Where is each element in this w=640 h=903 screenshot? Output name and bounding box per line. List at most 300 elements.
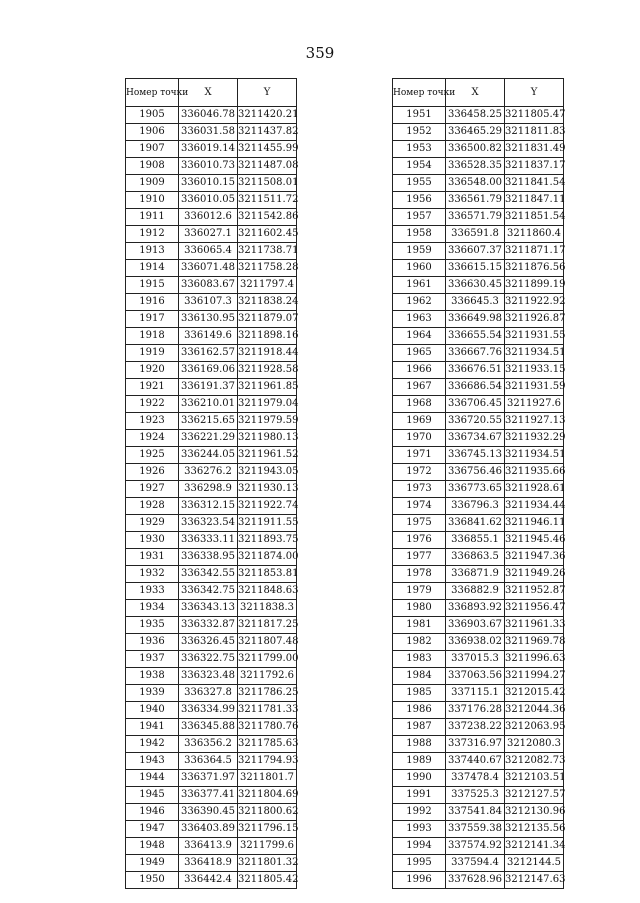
point-number-cell: 1974 (393, 498, 446, 515)
table-row (393, 396, 564, 413)
point-number-cell: 1973 (393, 481, 446, 498)
x-coordinate-cell: 337478.4 (446, 770, 505, 787)
y-coordinate-cell: 3211994.27 (505, 668, 564, 685)
table-row (126, 447, 297, 464)
x-coordinate-cell: 337316.97 (446, 736, 505, 753)
x-coordinate-cell: 336734.67 (446, 430, 505, 447)
x-coordinate-cell: 336655.54 (446, 328, 505, 345)
table-row (126, 804, 297, 821)
point-number-cell: 1924 (126, 430, 179, 447)
point-number-cell: 1983 (393, 651, 446, 668)
y-coordinate-cell: 3211508.01 (238, 175, 297, 192)
y-coordinate-cell: 3211602.45 (238, 226, 297, 243)
point-number-cell: 1941 (126, 719, 179, 736)
point-number-cell: 1956 (393, 192, 446, 209)
y-coordinate-cell: 3211838.3 (238, 600, 297, 617)
table-row (393, 226, 564, 243)
x-coordinate-cell: 336215.65 (179, 413, 238, 430)
table-row (393, 107, 564, 124)
table-row (393, 379, 564, 396)
table-row (393, 872, 564, 889)
y-coordinate-cell: 3211961.33 (505, 617, 564, 634)
x-coordinate-cell: 336345.88 (179, 719, 238, 736)
table-row (126, 515, 297, 532)
x-coordinate-cell: 336244.05 (179, 447, 238, 464)
y-coordinate-cell: 3211785.63 (238, 736, 297, 753)
y-coordinate-cell: 3211918.44 (238, 345, 297, 362)
table-row (126, 311, 297, 328)
x-coordinate-cell: 336356.2 (179, 736, 238, 753)
point-number-cell: 1927 (126, 481, 179, 498)
x-coordinate-cell: 336863.5 (446, 549, 505, 566)
table-row (393, 566, 564, 583)
point-number-cell: 1920 (126, 362, 179, 379)
point-number-cell: 1984 (393, 668, 446, 685)
x-coordinate-cell: 336276.2 (179, 464, 238, 481)
point-number-cell: 1939 (126, 685, 179, 702)
y-coordinate-cell: 3211930.13 (238, 481, 297, 498)
table-row (393, 685, 564, 702)
y-coordinate-cell: 3211898.16 (238, 328, 297, 345)
x-coordinate-cell: 336010.05 (179, 192, 238, 209)
table-row (126, 481, 297, 498)
table-row (393, 855, 564, 872)
point-number-cell: 1972 (393, 464, 446, 481)
table-row (393, 634, 564, 651)
x-coordinate-cell: 336390.45 (179, 804, 238, 821)
x-coordinate-cell: 336010.15 (179, 175, 238, 192)
header-y: Y (505, 79, 564, 107)
point-number-cell: 1970 (393, 430, 446, 447)
x-coordinate-cell: 336745.13 (446, 447, 505, 464)
x-coordinate-cell: 336667.76 (446, 345, 505, 362)
point-number-cell: 1953 (393, 141, 446, 158)
x-coordinate-cell: 336571.79 (446, 209, 505, 226)
point-number-cell: 1969 (393, 413, 446, 430)
y-coordinate-cell: 3211853.81 (238, 566, 297, 583)
x-coordinate-cell: 336334.99 (179, 702, 238, 719)
table-row (393, 787, 564, 804)
table-row (393, 294, 564, 311)
y-coordinate-cell: 3211838.24 (238, 294, 297, 311)
y-coordinate-cell: 3211947.36 (505, 549, 564, 566)
y-coordinate-cell: 3211799.00 (238, 651, 297, 668)
x-coordinate-cell: 336323.48 (179, 668, 238, 685)
y-coordinate-cell: 3212082.73 (505, 753, 564, 770)
y-coordinate-cell: 3211805.42 (238, 872, 297, 889)
y-coordinate-cell: 3212147.63 (505, 872, 564, 889)
y-coordinate-cell: 3212127.57 (505, 787, 564, 804)
point-number-cell: 1959 (393, 243, 446, 260)
point-number-cell: 1922 (126, 396, 179, 413)
table-row (393, 124, 564, 141)
table-row (393, 804, 564, 821)
table-row (393, 175, 564, 192)
x-coordinate-cell: 336221.29 (179, 430, 238, 447)
point-number-cell: 1980 (393, 600, 446, 617)
table-row (126, 872, 297, 889)
x-coordinate-cell: 336130.95 (179, 311, 238, 328)
point-number-cell: 1932 (126, 566, 179, 583)
table-row (393, 600, 564, 617)
y-coordinate-cell: 3212103.51 (505, 770, 564, 787)
x-coordinate-cell: 336706.45 (446, 396, 505, 413)
point-number-cell: 1919 (126, 345, 179, 362)
x-coordinate-cell: 337238.22 (446, 719, 505, 736)
point-number-cell: 1938 (126, 668, 179, 685)
x-coordinate-cell: 336342.75 (179, 583, 238, 600)
y-coordinate-cell: 3212015.42 (505, 685, 564, 702)
table-row (126, 821, 297, 838)
table-row (126, 294, 297, 311)
table-row (393, 770, 564, 787)
y-coordinate-cell: 3211893.75 (238, 532, 297, 549)
y-coordinate-cell: 3211801.32 (238, 855, 297, 872)
point-number-cell: 1964 (393, 328, 446, 345)
table-row (126, 685, 297, 702)
point-number-cell: 1967 (393, 379, 446, 396)
x-coordinate-cell: 336169.06 (179, 362, 238, 379)
x-coordinate-cell: 336893.92 (446, 600, 505, 617)
y-coordinate-cell: 3211969.78 (505, 634, 564, 651)
y-coordinate-cell: 3211437.82 (238, 124, 297, 141)
table-row (393, 532, 564, 549)
x-coordinate-cell: 336442.4 (179, 872, 238, 889)
coordinates-table-right (392, 78, 564, 889)
y-coordinate-cell: 3211511.72 (238, 192, 297, 209)
table-header-row (393, 79, 564, 107)
table-row (126, 362, 297, 379)
y-coordinate-cell: 3211931.55 (505, 328, 564, 345)
table-row (393, 702, 564, 719)
y-coordinate-cell: 3211797.4 (238, 277, 297, 294)
point-number-cell: 1918 (126, 328, 179, 345)
header-x: X (179, 79, 238, 107)
x-coordinate-cell: 336031.58 (179, 124, 238, 141)
point-number-cell: 1978 (393, 566, 446, 583)
y-coordinate-cell: 3211848.63 (238, 583, 297, 600)
table-header-row (126, 79, 297, 107)
y-coordinate-cell: 3211933.15 (505, 362, 564, 379)
y-coordinate-cell: 3212063.95 (505, 719, 564, 736)
x-coordinate-cell: 337015.3 (446, 651, 505, 668)
header-y: Y (238, 79, 297, 107)
point-number-cell: 1990 (393, 770, 446, 787)
table-row (126, 838, 297, 855)
table-row (126, 277, 297, 294)
table-row (126, 787, 297, 804)
y-coordinate-cell: 3211780.76 (238, 719, 297, 736)
point-number-cell: 1954 (393, 158, 446, 175)
y-coordinate-cell: 3211841.54 (505, 175, 564, 192)
y-coordinate-cell: 3211943.05 (238, 464, 297, 481)
table-row (126, 770, 297, 787)
x-coordinate-cell: 337176.28 (446, 702, 505, 719)
x-coordinate-cell: 336149.6 (179, 328, 238, 345)
y-coordinate-cell: 3211811.83 (505, 124, 564, 141)
table-row (393, 192, 564, 209)
table-row (126, 107, 297, 124)
y-coordinate-cell: 3212135.56 (505, 821, 564, 838)
point-number-cell: 1962 (393, 294, 446, 311)
y-coordinate-cell: 3211800.62 (238, 804, 297, 821)
point-number-cell: 1971 (393, 447, 446, 464)
point-number-cell: 1993 (393, 821, 446, 838)
y-coordinate-cell: 3211926.87 (505, 311, 564, 328)
x-coordinate-cell: 336364.5 (179, 753, 238, 770)
table-row (126, 498, 297, 515)
table-row (126, 175, 297, 192)
table-row (393, 719, 564, 736)
point-number-cell: 1947 (126, 821, 179, 838)
y-coordinate-cell: 3211927.13 (505, 413, 564, 430)
table-row (393, 141, 564, 158)
x-coordinate-cell: 336591.8 (446, 226, 505, 243)
table-row (126, 192, 297, 209)
point-number-cell: 1976 (393, 532, 446, 549)
x-coordinate-cell: 336083.67 (179, 277, 238, 294)
point-number-cell: 1940 (126, 702, 179, 719)
header-point-number: Номер точки (393, 79, 446, 107)
x-coordinate-cell: 336528.35 (446, 158, 505, 175)
x-coordinate-cell: 336841.62 (446, 515, 505, 532)
x-coordinate-cell: 336871.9 (446, 566, 505, 583)
x-coordinate-cell: 337525.3 (446, 787, 505, 804)
table-row (126, 566, 297, 583)
point-number-cell: 1908 (126, 158, 179, 175)
x-coordinate-cell: 336720.55 (446, 413, 505, 430)
x-coordinate-cell: 336338.95 (179, 549, 238, 566)
y-coordinate-cell: 3211487.08 (238, 158, 297, 175)
x-coordinate-cell: 336327.8 (179, 685, 238, 702)
y-coordinate-cell: 3211817.25 (238, 617, 297, 634)
y-coordinate-cell: 3211420.21 (238, 107, 297, 124)
x-coordinate-cell: 336332.87 (179, 617, 238, 634)
x-coordinate-cell: 336065.4 (179, 243, 238, 260)
point-number-cell: 1996 (393, 872, 446, 889)
table-row (126, 158, 297, 175)
table-row (126, 464, 297, 481)
point-number-cell: 1966 (393, 362, 446, 379)
y-coordinate-cell: 3211786.25 (238, 685, 297, 702)
x-coordinate-cell: 336855.1 (446, 532, 505, 549)
y-coordinate-cell: 3211799.6 (238, 838, 297, 855)
point-number-cell: 1911 (126, 209, 179, 226)
y-coordinate-cell: 3211961.85 (238, 379, 297, 396)
table-row (393, 311, 564, 328)
point-number-cell: 1909 (126, 175, 179, 192)
table-row (126, 583, 297, 600)
header-x: X (446, 79, 505, 107)
point-number-cell: 1957 (393, 209, 446, 226)
table-row (393, 736, 564, 753)
point-number-cell: 1952 (393, 124, 446, 141)
table-row (126, 209, 297, 226)
table-row (393, 515, 564, 532)
x-coordinate-cell: 336630.45 (446, 277, 505, 294)
point-number-cell: 1994 (393, 838, 446, 855)
point-number-cell: 1981 (393, 617, 446, 634)
point-number-cell: 1934 (126, 600, 179, 617)
point-number-cell: 1965 (393, 345, 446, 362)
x-coordinate-cell: 336046.78 (179, 107, 238, 124)
table-row (126, 328, 297, 345)
point-number-cell: 1907 (126, 141, 179, 158)
point-number-cell: 1925 (126, 447, 179, 464)
point-number-cell: 1991 (393, 787, 446, 804)
point-number-cell: 1931 (126, 549, 179, 566)
y-coordinate-cell: 3211876.56 (505, 260, 564, 277)
y-coordinate-cell: 3211738.71 (238, 243, 297, 260)
x-coordinate-cell: 337541.84 (446, 804, 505, 821)
table-row (393, 464, 564, 481)
table-row (126, 668, 297, 685)
point-number-cell: 1944 (126, 770, 179, 787)
point-number-cell: 1915 (126, 277, 179, 294)
y-coordinate-cell: 3211831.49 (505, 141, 564, 158)
table-row (126, 430, 297, 447)
x-coordinate-cell: 336403.89 (179, 821, 238, 838)
x-coordinate-cell: 336686.54 (446, 379, 505, 396)
table-row (393, 821, 564, 838)
y-coordinate-cell: 3211980.13 (238, 430, 297, 447)
table-row (126, 600, 297, 617)
x-coordinate-cell: 336107.3 (179, 294, 238, 311)
y-coordinate-cell: 3211837.17 (505, 158, 564, 175)
point-number-cell: 1951 (393, 107, 446, 124)
table-row (393, 362, 564, 379)
table-row (393, 260, 564, 277)
y-coordinate-cell: 3211542.86 (238, 209, 297, 226)
y-coordinate-cell: 3211934.51 (505, 447, 564, 464)
point-number-cell: 1979 (393, 583, 446, 600)
x-coordinate-cell: 336676.51 (446, 362, 505, 379)
point-number-cell: 1912 (126, 226, 179, 243)
table-row (393, 668, 564, 685)
y-coordinate-cell: 3211935.66 (505, 464, 564, 481)
x-coordinate-cell: 336027.1 (179, 226, 238, 243)
table-row (126, 651, 297, 668)
point-number-cell: 1948 (126, 838, 179, 855)
x-coordinate-cell: 336756.46 (446, 464, 505, 481)
y-coordinate-cell: 3211927.6 (505, 396, 564, 413)
point-number-cell: 1958 (393, 226, 446, 243)
table-row (126, 379, 297, 396)
x-coordinate-cell: 336312.15 (179, 498, 238, 515)
table-row (126, 634, 297, 651)
x-coordinate-cell: 337628.96 (446, 872, 505, 889)
y-coordinate-cell: 3211871.17 (505, 243, 564, 260)
y-coordinate-cell: 3211949.26 (505, 566, 564, 583)
y-coordinate-cell: 3211792.6 (238, 668, 297, 685)
point-number-cell: 1933 (126, 583, 179, 600)
x-coordinate-cell: 336607.37 (446, 243, 505, 260)
y-coordinate-cell: 3211794.93 (238, 753, 297, 770)
page-number: 359 (305, 44, 335, 62)
table-row (126, 396, 297, 413)
x-coordinate-cell: 336019.14 (179, 141, 238, 158)
y-coordinate-cell: 3212080.3 (505, 736, 564, 753)
point-number-cell: 1995 (393, 855, 446, 872)
x-coordinate-cell: 336298.9 (179, 481, 238, 498)
point-number-cell: 1961 (393, 277, 446, 294)
x-coordinate-cell: 337559.38 (446, 821, 505, 838)
x-coordinate-cell: 336938.02 (446, 634, 505, 651)
table-row (126, 226, 297, 243)
x-coordinate-cell: 336882.9 (446, 583, 505, 600)
x-coordinate-cell: 337063.56 (446, 668, 505, 685)
table-row (126, 719, 297, 736)
table-row (126, 243, 297, 260)
point-number-cell: 1982 (393, 634, 446, 651)
y-coordinate-cell: 3211928.61 (505, 481, 564, 498)
x-coordinate-cell: 336191.37 (179, 379, 238, 396)
y-coordinate-cell: 3211899.19 (505, 277, 564, 294)
y-coordinate-cell: 3211781.33 (238, 702, 297, 719)
coordinates-table-left (125, 78, 297, 889)
x-coordinate-cell: 336162.57 (179, 345, 238, 362)
table-row (126, 855, 297, 872)
y-coordinate-cell: 3211946.11 (505, 515, 564, 532)
x-coordinate-cell: 337574.92 (446, 838, 505, 855)
y-coordinate-cell: 3211934.51 (505, 345, 564, 362)
y-coordinate-cell: 3212144.5 (505, 855, 564, 872)
point-number-cell: 1955 (393, 175, 446, 192)
point-number-cell: 1935 (126, 617, 179, 634)
x-coordinate-cell: 336773.65 (446, 481, 505, 498)
table-row (126, 345, 297, 362)
y-coordinate-cell: 3211979.59 (238, 413, 297, 430)
point-number-cell: 1986 (393, 702, 446, 719)
x-coordinate-cell: 336903.67 (446, 617, 505, 634)
x-coordinate-cell: 336645.3 (446, 294, 505, 311)
point-number-cell: 1936 (126, 634, 179, 651)
table-row (126, 260, 297, 277)
table-row (393, 447, 564, 464)
x-coordinate-cell: 336418.9 (179, 855, 238, 872)
point-number-cell: 1968 (393, 396, 446, 413)
y-coordinate-cell: 3211758.28 (238, 260, 297, 277)
x-coordinate-cell: 336548.00 (446, 175, 505, 192)
x-coordinate-cell: 336333.11 (179, 532, 238, 549)
point-number-cell: 1992 (393, 804, 446, 821)
x-coordinate-cell: 336796.3 (446, 498, 505, 515)
point-number-cell: 1989 (393, 753, 446, 770)
y-coordinate-cell: 3211952.87 (505, 583, 564, 600)
point-number-cell: 1942 (126, 736, 179, 753)
x-coordinate-cell: 336377.41 (179, 787, 238, 804)
table-row (393, 158, 564, 175)
point-number-cell: 1923 (126, 413, 179, 430)
point-number-cell: 1950 (126, 872, 179, 889)
table-row (126, 141, 297, 158)
y-coordinate-cell: 3211805.47 (505, 107, 564, 124)
y-coordinate-cell: 3211851.54 (505, 209, 564, 226)
x-coordinate-cell: 336342.55 (179, 566, 238, 583)
y-coordinate-cell: 3212130.96 (505, 804, 564, 821)
point-number-cell: 1916 (126, 294, 179, 311)
table-row (126, 413, 297, 430)
table-row (393, 498, 564, 515)
point-number-cell: 1906 (126, 124, 179, 141)
table-row (393, 277, 564, 294)
x-coordinate-cell: 336326.45 (179, 634, 238, 651)
x-coordinate-cell: 336615.15 (446, 260, 505, 277)
table-row (393, 413, 564, 430)
table-row (126, 617, 297, 634)
y-coordinate-cell: 3211911.55 (238, 515, 297, 532)
table-row (126, 549, 297, 566)
